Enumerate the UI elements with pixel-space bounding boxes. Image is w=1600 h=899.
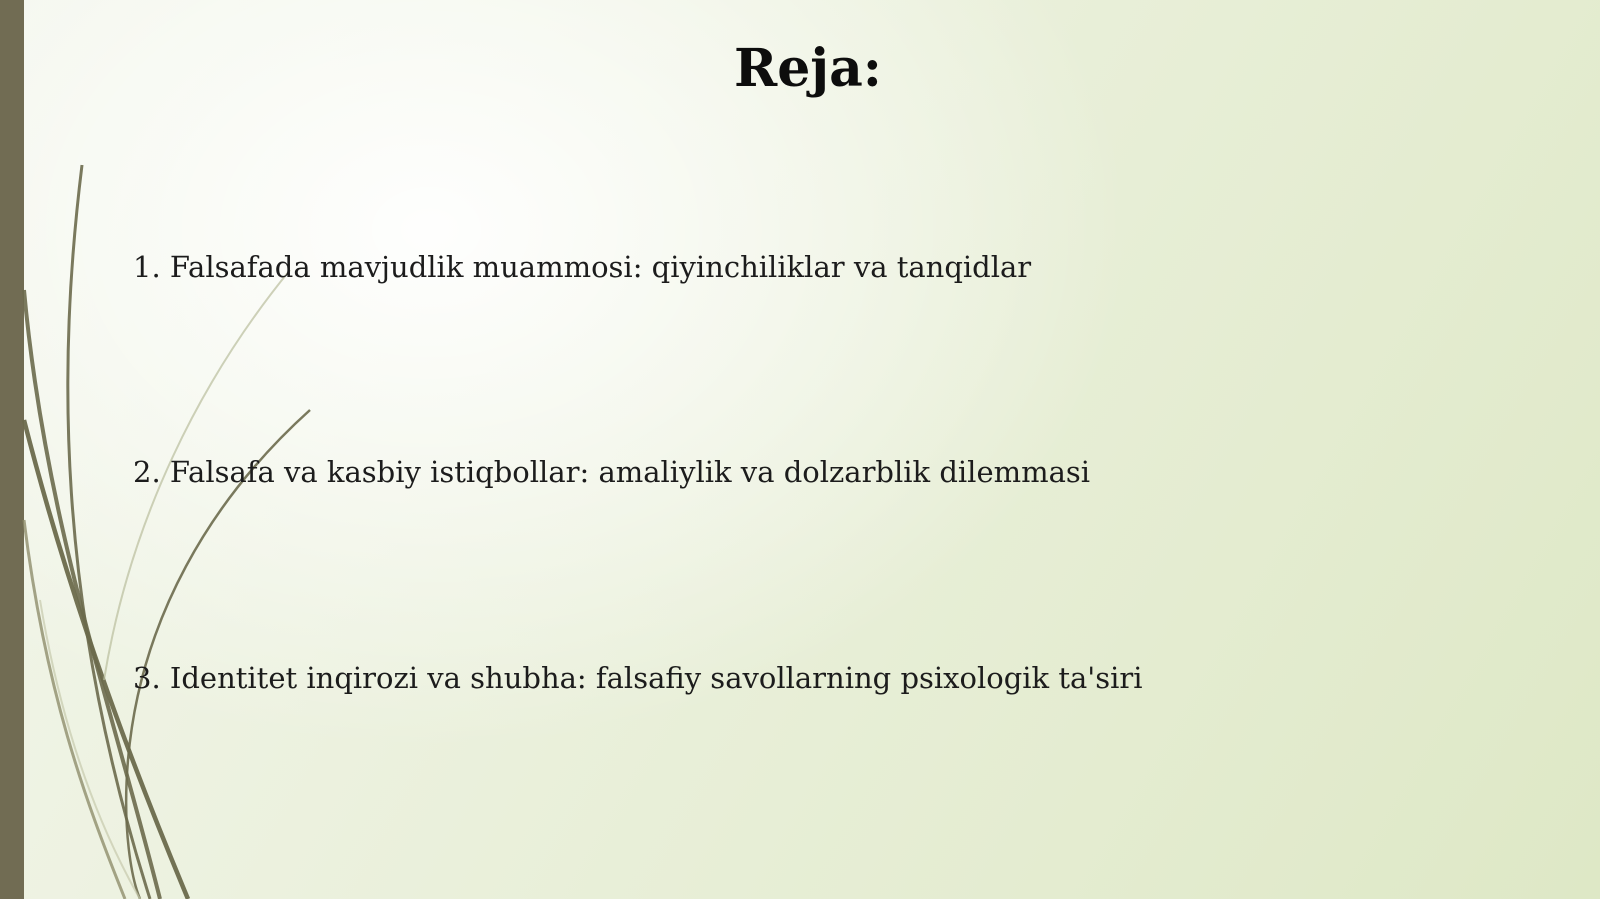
grass-stem-1 <box>24 290 160 899</box>
plan-item-1: 1. Falsafada mavjudlik muammosi: qiyinchiliklar va tanqidlar <box>133 250 1032 284</box>
grass-stems-decoration <box>0 0 360 899</box>
plan-item-2: 2. Falsafa va kasbiy istiqbollar: amaliylik va dolzarblik dilemmasi <box>133 455 1091 489</box>
slide-title: Reja: <box>733 38 882 99</box>
plan-item-3: 3. Identitet inqirozi va shubha: falsafiy savollarning psixologik ta'siri <box>133 661 1143 695</box>
